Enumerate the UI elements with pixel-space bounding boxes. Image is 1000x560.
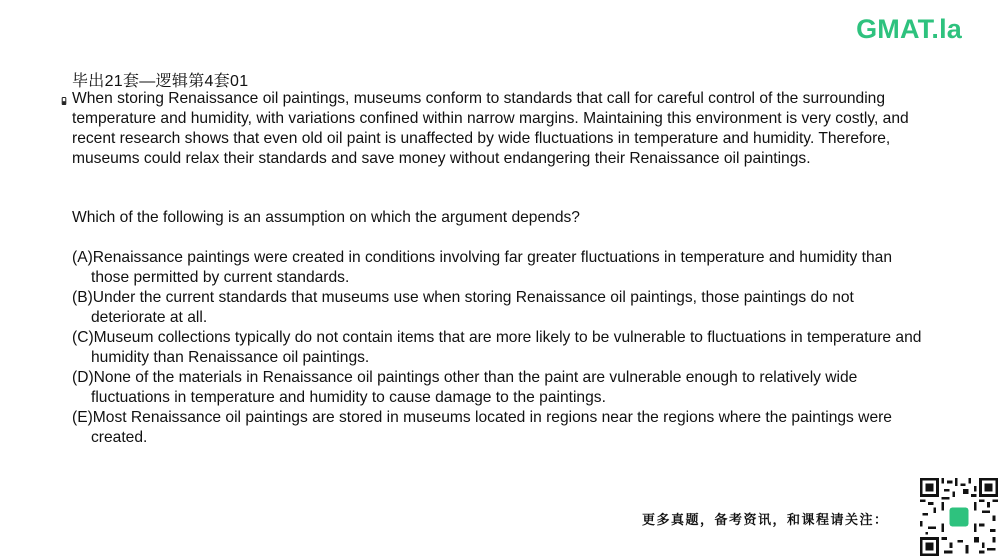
logo-text: GMAT.la [856,14,962,44]
option-text: Renaissance paintings were created in conditions involving far greater fluctuations in temperature and humidity than those permitted by current standards. [91,249,892,286]
qr-code-icon[interactable] [920,478,998,556]
option-label: (D) [72,369,94,386]
option-label: (C) [72,329,94,346]
option-label: (E) [72,409,93,426]
option-e[interactable] [72,408,932,448]
option-text: Museum collections typically do not contain items that are more likely to be vulnerable to fluctuations in temperature and humidity than Renaissance oil paintings. [91,329,922,366]
passage-text: When storing Renaissance oil paintings, museums conform to standards that call for careful control of the surrounding temperature and humidity, with variations confined within narrow margins. Maintaining this environment is very costly, and recent research shows that even old oil paint is unaffected by wide fluctuations in temperature and humidity. Therefore, museums could relax their standards and save money without endangering their Renaissance oil paintings. [72,90,909,167]
answer-options [72,248,932,448]
brand-logo [856,14,962,45]
option-text: Under the current standards that museums use when storing Renaissance oil paintings, those paintings do not deteriorate at all. [91,289,854,326]
option-a[interactable] [72,248,932,288]
page-title: 毕出21套—逻辑第4套01 [72,73,249,90]
option-d[interactable] [72,368,932,408]
option-c[interactable] [72,328,932,368]
option-text: None of the materials in Renaissance oil paintings other than the paint are vulnerable enough to relatively wide fluctuations in temperature and humidity to cause damage to the paintings. [91,369,858,406]
option-b[interactable] [72,288,932,328]
option-label: (A) [72,249,93,266]
pen-icon [61,97,67,106]
option-text: Most Renaissance oil paintings are stored in museums located in regions near the regions where the paintings were created. [91,409,892,446]
question-stem: Which of the following is an assumption on which the argument depends? [72,209,580,226]
option-label: (B) [72,289,93,306]
footer-follow-text: 更多真题，备考资讯，和课程请关注： [642,513,889,528]
